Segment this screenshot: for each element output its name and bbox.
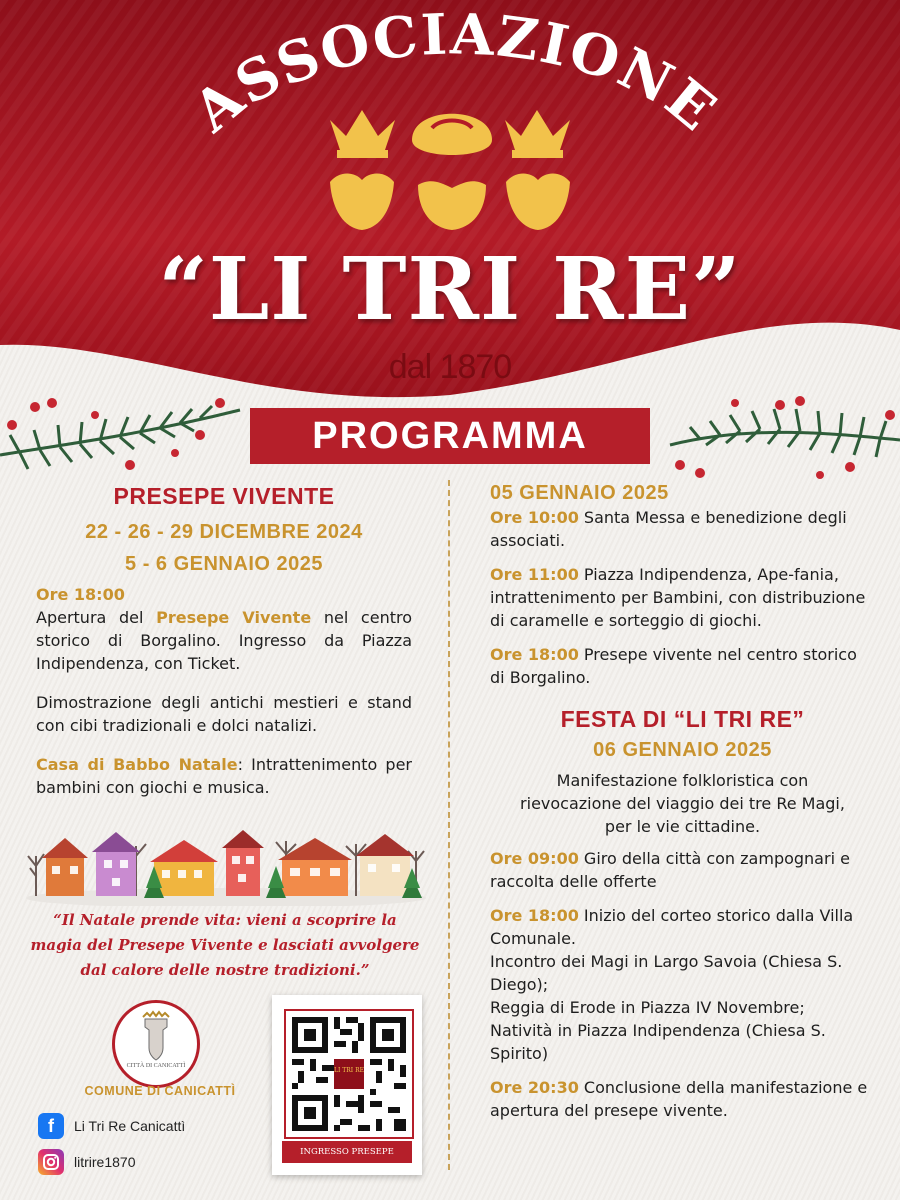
comune-name: COMUNE DI CANICATTÌ bbox=[84, 1084, 236, 1098]
date-05-heading: 05 GENNAIO 2025 bbox=[490, 482, 669, 504]
time-label: Ore 11:00 bbox=[490, 565, 579, 584]
event-text: Piazza Indipendenza, Ape-fania, intrattenimento per Bambini, con distribuzione di caramelle e sorteggio di giochi. bbox=[490, 565, 866, 630]
qr-center-label: LI TRI RE bbox=[334, 1067, 364, 1074]
instagram-icon bbox=[38, 1149, 64, 1175]
event-presepe bbox=[490, 643, 875, 689]
right-column bbox=[490, 480, 875, 1122]
paragraph-mestieri: Dimostrazione degli antichi mestieri e stand con cibi tradizionali e dolci natalizi. bbox=[36, 693, 412, 735]
time-label: Ore 20:30 bbox=[490, 1078, 579, 1097]
qr-code[interactable] bbox=[284, 1009, 414, 1139]
qr-ticket-card[interactable] bbox=[272, 995, 422, 1175]
programma-banner: PROGRAMMA bbox=[250, 408, 650, 464]
since-label: dal 1870 bbox=[388, 348, 512, 386]
event-text: Inizio del corteo storico dalla Villa Comunale. bbox=[490, 906, 854, 948]
quote-text: “Il Natale prende vita: vieni a scoprire la magia del Presepe Vivente e lasciati avvolgere dal calore delle nostre tradizioni.” bbox=[30, 911, 420, 979]
event-corteo-line2: Incontro dei Magi in Largo Savoia (Chiesa S. Diego); bbox=[490, 952, 843, 994]
festa-heading: FESTA DI “LI TRI RE” bbox=[560, 706, 805, 732]
event-corteo-line4: Natività in Piazza Indipendenza (Chiesa S. Spirito) bbox=[490, 1021, 826, 1063]
crest-icon bbox=[115, 1003, 197, 1085]
paragraph-babbo bbox=[36, 753, 412, 799]
event-conclusione bbox=[490, 1076, 875, 1122]
facebook-label: Li Tri Re Canicattì bbox=[74, 1118, 186, 1134]
facebook-link[interactable] bbox=[38, 1112, 185, 1140]
time-label: Ore 10:00 bbox=[490, 508, 579, 527]
presepe-dates-2: 5 - 6 GENNAIO 2025 bbox=[125, 553, 323, 575]
facebook-icon: f bbox=[38, 1113, 64, 1139]
three-kings-icon bbox=[330, 110, 570, 230]
presepe-dates-1: 22 - 26 - 29 DICEMBRE 2024 bbox=[85, 521, 363, 543]
pine-branch-right-icon bbox=[660, 395, 900, 480]
comune-seal bbox=[112, 1000, 200, 1088]
date-06-heading: 06 GENNAIO 2025 bbox=[593, 739, 772, 761]
text-span: nel centro storico di Borgalino. Ingresso da Piazza Indipendenza, con Ticket. bbox=[36, 608, 413, 673]
presepe-heading: PRESEPE VIVENTE bbox=[113, 483, 335, 509]
column-divider bbox=[448, 480, 450, 1170]
association-label: ASSOCIAZIONE bbox=[180, 1, 730, 145]
seal-text: CITTÀ DI CANICATTÌ bbox=[126, 1063, 186, 1069]
paragraph-apertura bbox=[36, 606, 412, 675]
time-label: Ore 18:00 bbox=[490, 645, 579, 664]
highlight-span: Casa di Babbo Natale bbox=[36, 755, 238, 774]
highlight-span: Presepe Vivente bbox=[156, 608, 312, 627]
event-giro bbox=[490, 847, 875, 893]
qr-caption: INGRESSO PRESEPE bbox=[282, 1141, 412, 1163]
event-text: Giro della città con zampognari e raccolta delle offerte bbox=[490, 849, 850, 891]
event-text: Conclusione della manifestazione e apertura del presepe vivente. bbox=[490, 1078, 868, 1120]
event-corteo-line3: Reggia di Erode in Piazza IV Novembre; bbox=[490, 998, 805, 1017]
text-span: : Intrattenimento per bambini con giochi e musica. bbox=[36, 755, 413, 797]
festa-intro: Manifestazione folkloristica con rievocazione del viaggio dei tre Re Magi, per le vie cittadine. bbox=[520, 771, 845, 836]
event-santa-messa bbox=[490, 506, 875, 552]
event-text: Presepe vivente nel centro storico di Borgalino. bbox=[490, 645, 857, 687]
association-arc-title bbox=[0, 0, 900, 260]
event-text: Santa Messa e benedizione degli associati. bbox=[490, 508, 847, 550]
main-title: “LI TRI RE” bbox=[158, 239, 742, 340]
instagram-link[interactable] bbox=[38, 1148, 135, 1176]
event-ape-fania bbox=[490, 563, 875, 632]
event-corteo bbox=[490, 904, 875, 950]
time-label: Ore 09:00 bbox=[490, 849, 579, 868]
pine-branch-left-icon bbox=[0, 395, 250, 480]
qr-code-icon bbox=[286, 1011, 412, 1137]
text-span: Apertura del bbox=[36, 608, 157, 627]
time-label: Ore 18:00 bbox=[490, 906, 579, 925]
instagram-label: litrire1870 bbox=[74, 1154, 136, 1170]
time-label: Ore 18:00 bbox=[36, 585, 125, 604]
left-column bbox=[36, 480, 412, 799]
village-illustration bbox=[26, 826, 426, 906]
